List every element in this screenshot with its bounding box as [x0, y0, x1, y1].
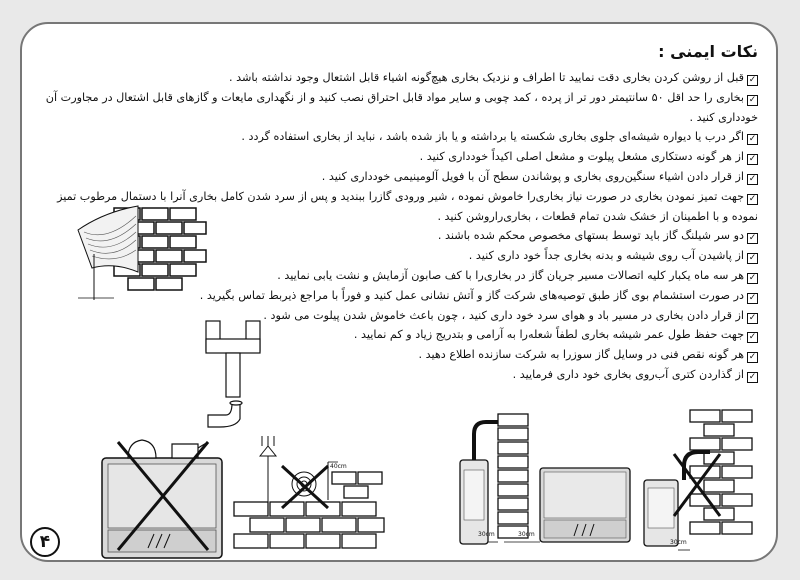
checkbox-icon — [747, 313, 758, 324]
safety-tip: ✓دو سر شیلنگ گاز باید توسط بستهای مخصوص محکم شده باشند . — [198, 226, 758, 246]
checkbox-icon — [747, 95, 758, 106]
safety-tip: ✓اگر درب یا دیواره شیشه‌ای جلوی بخاری شکسته یا برداشته و یا باز شده باشد ، نباید از بخاری استفاده گردد . — [38, 127, 758, 147]
checkbox-icon — [747, 194, 758, 205]
heater-kettle-illustration — [98, 432, 228, 562]
safety-tip: ✓بخاری را حد اقل ۵۰ سانتیمتر دور تر از پرده ، کمد چوبی و سایر مواد قابل احتراق نصب کنید و از نگهداری مایعات و گازهای قابل اشتعال در مجاورت آن خودداری کنید . — [38, 88, 758, 128]
clearance-illustration-right — [634, 404, 764, 554]
checkbox-icon — [747, 253, 758, 264]
safety-tip: ✓از پاشیدن آب روی شیشه و بدنه بخاری جداً خود داری کنید . — [198, 246, 758, 266]
checkbox-icon — [747, 233, 758, 244]
safety-tip: ✓از گذاردن کتری آب‌روی بخاری خود داری فرمایید . — [198, 365, 758, 385]
safety-tip: ✓جهت حفظ طول عمر شیشه بخاری لطفاً شعله‌را به آرامی و بتدریج زیاد و کم نمایید . — [198, 325, 758, 345]
safety-tip: ✓هر سه ماه یکبار کلیه اتصالات مسیر جریان گاز در بخاری‌را با کف صابون آزمایش و نشت یابی نمایید . — [198, 266, 758, 286]
safety-tip: ✓در صورت استشمام بوی گاز طبق توصیه‌های شرکت گاز و آتش نشانی عمل کنید و فوراً با مراجع ذیربط تماس بگیرید . — [198, 286, 758, 306]
checkbox-icon — [747, 273, 758, 284]
clearance-label-b: 30cm — [518, 531, 535, 538]
page-title: نکات ایمنی : — [658, 42, 758, 61]
checkbox-icon — [747, 134, 758, 145]
checkbox-icon — [747, 154, 758, 165]
checkbox-icon — [747, 372, 758, 383]
checkbox-icon — [747, 293, 758, 304]
clearance-label-a: 30cm — [478, 531, 495, 538]
safety-tip: ✓قبل از روشن کردن بخاری دقت نمایید تا اطراف و نزدیک بخاری هیچ‌گونه اشیاء قابل اشتعال وجود نداشته باشد . — [38, 68, 758, 88]
vent-height-label: 40cm — [330, 463, 347, 470]
safety-tip: ✓از هر گونه دستکاری مشعل پیلوت و مشعل اصلی اکیداً خودداری کنید . — [38, 147, 758, 167]
roof-vent-illustration — [232, 432, 392, 560]
flue-pipe-illustration — [200, 319, 270, 429]
curtain-wall-illustration — [74, 202, 214, 302]
safety-tip: ✓هر گونه نقص فنی در وسایل گاز سوز‌را به شرکت سازنده اطلاع دهید . — [198, 345, 758, 365]
page-frame — [20, 22, 778, 562]
safety-tip: ✓از قرار دادن بخاری در مسیر باد و هوای سرد خود داری کنید ، چون باعث خاموش شدن پیلوت می شود . — [198, 306, 758, 326]
checkbox-icon — [747, 75, 758, 86]
safety-tip: ✓از قرار دادن اشیاء سنگین‌روی بخاری و پوشاندن سطح آن با فویل آلومینیمی خودداری کنید . — [38, 167, 758, 187]
safety-tip: ✓جهت تمیز نمودن بخاری در صورت نیاز بخاری‌را خاموش نموده ، شیر ورودی گازرا ببندید و پس از سرد شدن کامل بخاری آنرا با دستمال مرطوب تمیز نموده و با اطمینان از خشک شدن تمام قطعات ، بخاری‌راروشن کنید . — [38, 187, 758, 227]
clearance-label-c: 30cm — [670, 539, 687, 546]
checkbox-icon — [747, 174, 758, 185]
checkbox-icon — [747, 352, 758, 363]
clearance-illustration-center — [500, 454, 640, 554]
checkbox-icon — [747, 332, 758, 343]
page-number: ۴ — [30, 527, 60, 557]
